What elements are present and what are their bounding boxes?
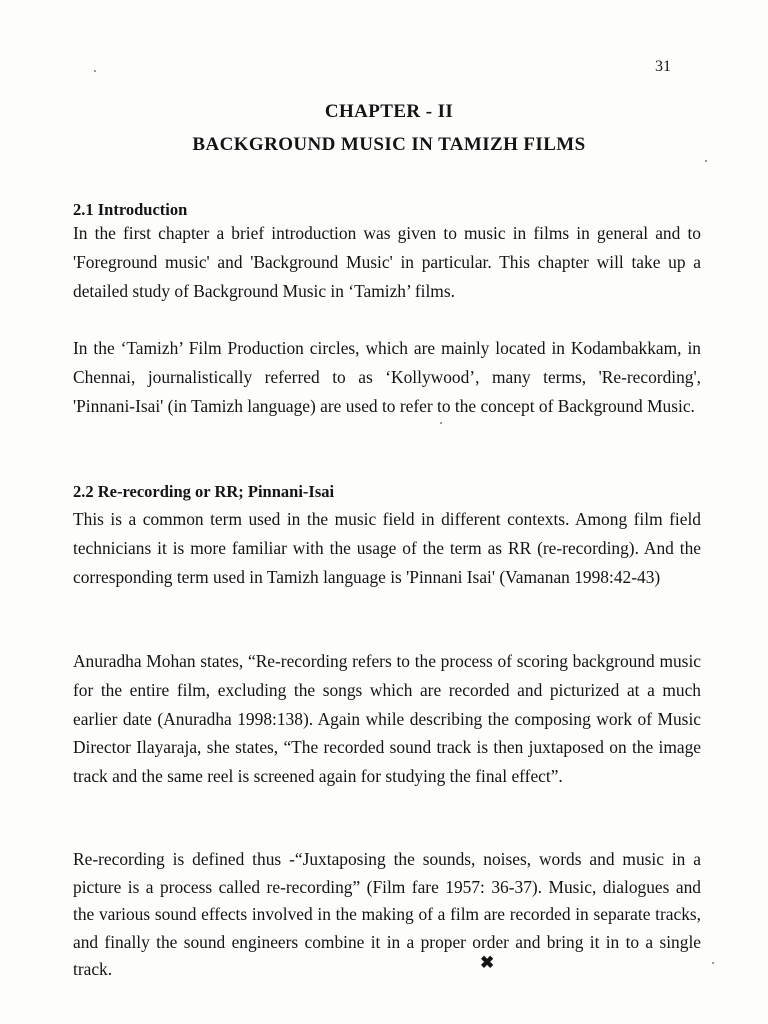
paragraph-rr-3: Re-recording is defined thus -“Juxtaposing the sounds, noises, words and music in a picture is a process called re-recording” (Film fare 1957: 36-37). Music, dialogues and the various sound effects involved in the making of a film are recorded in separate tracks, and finally the sound engineers combine it in a proper order and bring it in to a single track. — [73, 849, 701, 979]
scan-speck — [705, 160, 707, 162]
scan-speck — [440, 422, 442, 424]
page-number: 31 — [655, 58, 671, 75]
scan-speck — [94, 70, 96, 72]
end-mark: ✖ — [480, 953, 495, 972]
chapter-title: BACKGROUND MUSIC IN TAMIZH FILMS — [192, 134, 586, 155]
paragraph-intro-2: In the ‘Tamizh’ Film Production circles, which are mainly located in Kodambakkam, in Chennai, journalistically referred to as ‘Kollywood’, many terms, 'Re-recording', 'Pinnani-Isai' (in Tamizh language) are used to refer to the concept of Background Music. — [73, 338, 701, 416]
section-heading-re-recording: 2.2 Re-recording or RR; Pinnani-Isai — [73, 482, 335, 501]
paragraph-rr-2: Anuradha Mohan states, “Re-recording refers to the process of scoring background music for the entire film, excluding the songs which are recorded and picturized at a much earlier date (Anuradha 1998:138). Again while describing the composing work of Music Director Ilayaraja, she states, “The recorded sound track is then juxtaposed on the image track and the same reel is screened again for studying the final effect”. — [73, 651, 701, 787]
paragraph-intro-1: In the first chapter a brief introduction was given to music in films in general and to 'Foreground music' and 'Background Music' in particular. This chapter will take up a detailed study of Background Music in ‘Tamizh’ films. — [73, 223, 701, 301]
chapter-label: CHAPTER - II — [324, 101, 454, 122]
section-heading-introduction: 2.1 Introduction — [73, 200, 188, 219]
paragraph-rr-1: This is a common term used in the music field in different contexts. Among film field technicians it is more familiar with the usage of the term as RR (re-recording). And the corresponding term used in Tamizh language is 'Pinnani Isai' (Vamanan 1998:42-43) — [73, 509, 701, 587]
scan-speck — [712, 962, 714, 964]
